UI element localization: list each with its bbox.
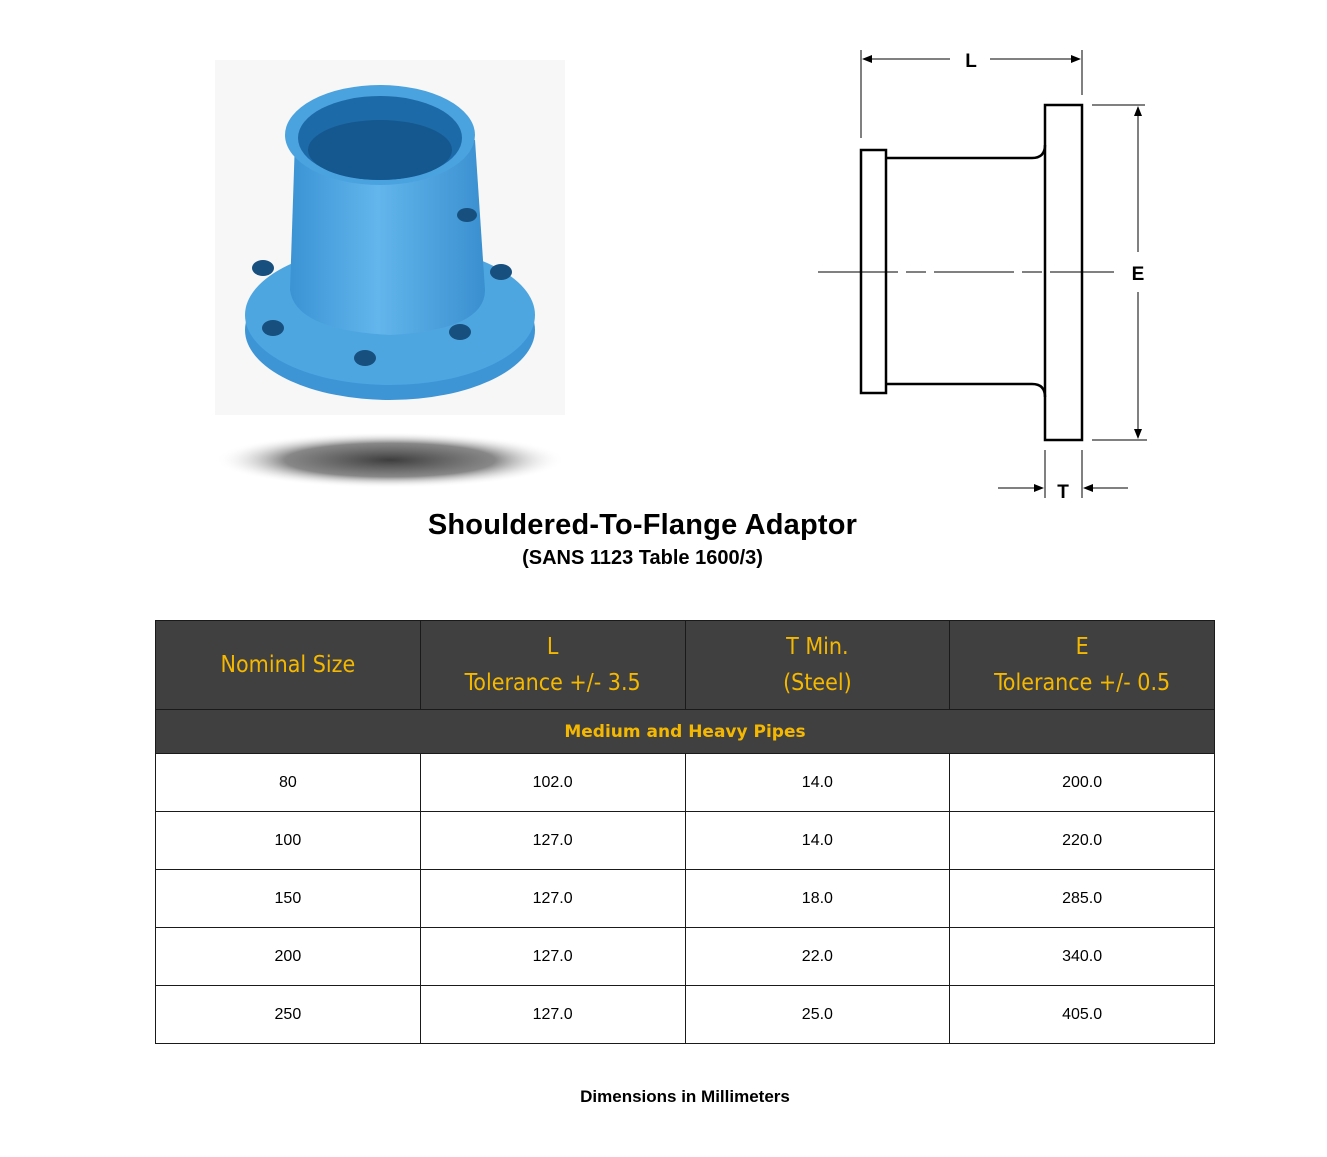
cell-L: 127.0 xyxy=(420,870,685,928)
units-footnote: Dimensions in Millimeters xyxy=(580,1087,790,1106)
header-nominal-size: Nominal Size xyxy=(156,621,421,710)
cell-T: 14.0 xyxy=(685,754,950,812)
cell-T: 22.0 xyxy=(685,928,950,986)
cell-L: 102.0 xyxy=(420,754,685,812)
cell-T: 25.0 xyxy=(685,986,950,1044)
table-row xyxy=(156,870,1215,928)
table-row xyxy=(156,986,1215,1044)
cell-L: 127.0 xyxy=(420,928,685,986)
cell-E: 200.0 xyxy=(950,754,1215,812)
group-label: Medium and Heavy Pipes xyxy=(156,710,1215,754)
header-T: T Min. (Steel) xyxy=(685,621,950,710)
table-row xyxy=(156,812,1215,870)
cell-L: 127.0 xyxy=(420,812,685,870)
title-block xyxy=(0,505,1285,571)
dim-label-E: E xyxy=(1131,264,1145,285)
cell-E: 285.0 xyxy=(950,870,1215,928)
cell-nominal-size: 100 xyxy=(156,812,421,870)
cell-E: 220.0 xyxy=(950,812,1215,870)
header-row xyxy=(156,621,1215,710)
cell-nominal-size: 150 xyxy=(156,870,421,928)
product-photo xyxy=(215,60,565,490)
header-E: E Tolerance +/- 0.5 xyxy=(950,621,1215,710)
product-title: Shouldered-To-Flange Adaptor xyxy=(427,509,858,541)
dim-label-T: T xyxy=(1057,482,1069,503)
table-row xyxy=(156,928,1215,986)
cell-E: 340.0 xyxy=(950,928,1215,986)
cell-T: 18.0 xyxy=(685,870,950,928)
group-row xyxy=(156,710,1215,754)
cell-T: 14.0 xyxy=(685,812,950,870)
dim-label-L: L xyxy=(965,51,977,72)
cell-nominal-size: 80 xyxy=(156,754,421,812)
cell-L: 127.0 xyxy=(420,986,685,1044)
header-L: L Tolerance +/- 3.5 xyxy=(420,621,685,710)
product-subtitle: (SANS 1123 Table 1600/3) xyxy=(522,547,763,569)
cell-nominal-size: 200 xyxy=(156,928,421,986)
cell-nominal-size: 250 xyxy=(156,986,421,1044)
cell-E: 405.0 xyxy=(950,986,1215,1044)
dimensions-table xyxy=(155,620,1215,1044)
dimension-drawing xyxy=(800,40,1160,510)
table-row xyxy=(156,754,1215,812)
